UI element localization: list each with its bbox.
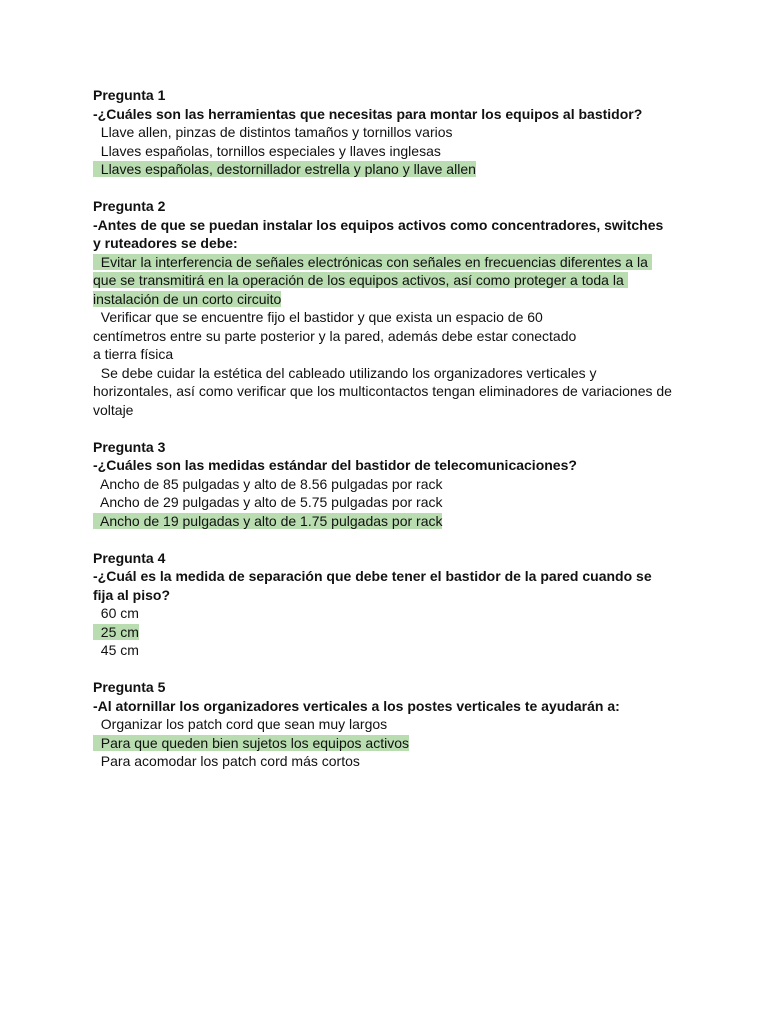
answer-option-highlighted bbox=[93, 253, 673, 309]
answer-option bbox=[93, 752, 673, 771]
question-2 bbox=[93, 197, 676, 419]
question-title: Pregunta 5 bbox=[93, 679, 166, 695]
question-text: -¿Cuáles son las medidas estándar del bastidor de telecomunicaciones? bbox=[93, 457, 577, 473]
document-page bbox=[93, 86, 676, 789]
answer-option-text: Ancho de 85 pulgadas y alto de 8.56 pulgadas por rack bbox=[93, 475, 443, 492]
answer-option-text: 45 cm bbox=[93, 642, 139, 658]
answer-option-text: Para que queden bien sujetos los equipos activos bbox=[93, 734, 409, 751]
question-4 bbox=[93, 549, 673, 660]
answer-option-text: Se debe cuidar la estética del cableado utilizando los organizadores verticales y horizontales, así como verificar que los multicontactos tengan eliminadores de variaciones de voltaje bbox=[93, 364, 676, 418]
answer-option-text: Llaves españolas, destornillador estrella y plano y llave allen bbox=[93, 161, 476, 177]
question-text: -¿Cuáles son las herramientas que necesitas para montar los equipos al bastidor? bbox=[93, 105, 643, 122]
answer-option-text: Evitar la interferencia de señales electrónicas con señales en frecuencias diferentes a la que se transmitirá en la operación de los equipos activos, así como proteger a toda la instalación de un corto circuito bbox=[93, 253, 652, 307]
question-5 bbox=[93, 678, 673, 771]
question-title: Pregunta 1 bbox=[93, 87, 166, 103]
question-title: Pregunta 3 bbox=[93, 438, 166, 455]
answer-option bbox=[93, 142, 673, 161]
answer-option bbox=[93, 308, 673, 364]
answer-option-text: Llaves españolas, tornillos especiales y llaves inglesas bbox=[93, 142, 441, 159]
answer-option bbox=[93, 604, 673, 623]
question-text: -Antes de que se puedan instalar los equipos activos como concentradores, switches y ruteadores se debe: bbox=[93, 216, 664, 251]
answer-option-text: Verificar que se encuentre fijo el bastidor y que exista un espacio de 60 centímetros entre su parte posterior y la pared, además debe estar conectado a tierra física bbox=[93, 309, 577, 362]
answer-option bbox=[93, 641, 673, 660]
question-text: -¿Cuál es la medida de separación que debe tener el bastidor de la pared cuando se fija al piso? bbox=[93, 568, 652, 603]
answer-option-text: 25 cm bbox=[93, 623, 139, 640]
answer-option-text: Llave allen, pinzas de distintos tamaños y tornillos varios bbox=[93, 124, 453, 140]
answer-option-text: Ancho de 29 pulgadas y alto de 5.75 pulgadas por rack bbox=[93, 494, 443, 510]
question-title: Pregunta 4 bbox=[93, 549, 166, 566]
answer-option bbox=[93, 475, 673, 494]
answer-option-highlighted bbox=[93, 160, 673, 179]
answer-option bbox=[93, 123, 673, 142]
answer-option bbox=[93, 493, 673, 512]
answer-option-text: Para acomodar los patch cord más cortos bbox=[93, 753, 360, 769]
question-text: -Al atornillar los organizadores verticales a los postes verticales te ayudarán a: bbox=[93, 697, 620, 714]
answer-option-highlighted bbox=[93, 512, 673, 531]
answer-option-text: Ancho de 19 pulgadas y alto de 1.75 pulgadas por rack bbox=[93, 512, 443, 529]
answer-option-text: 60 cm bbox=[93, 605, 139, 621]
question-3 bbox=[93, 438, 673, 531]
answer-option-text: Organizar los patch cord que sean muy largos bbox=[93, 716, 388, 732]
answer-option-highlighted bbox=[93, 734, 673, 753]
question-1 bbox=[93, 86, 673, 179]
answer-option-highlighted bbox=[93, 623, 673, 642]
answer-option bbox=[93, 364, 676, 420]
question-title: Pregunta 2 bbox=[93, 198, 166, 214]
answer-option bbox=[93, 715, 673, 734]
